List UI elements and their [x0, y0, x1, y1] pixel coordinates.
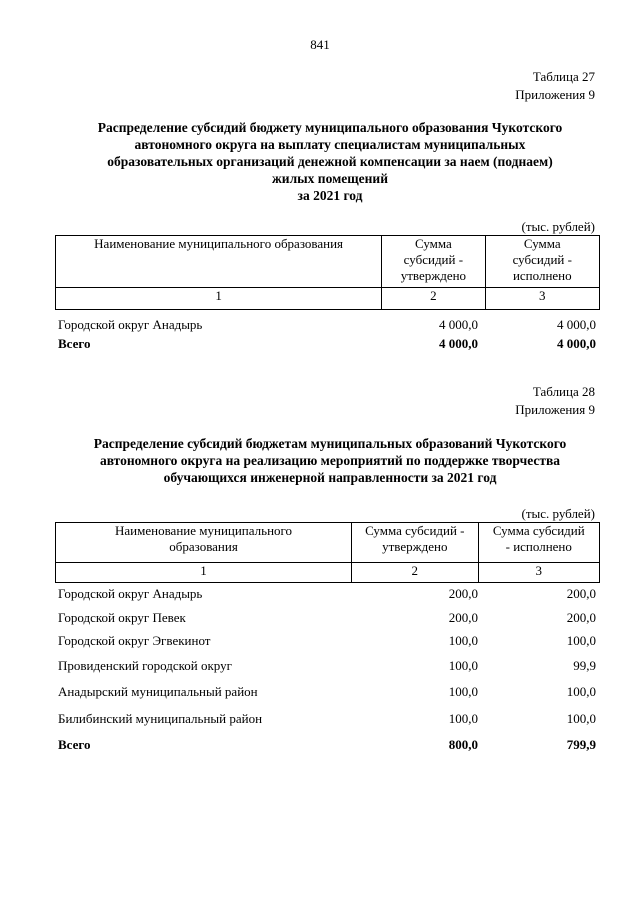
t28-col1-header: Наименование муниципального образования — [56, 523, 352, 563]
t27-title-line: Распределение субсидий бюджету муниципального образования Чукотского — [97, 120, 563, 135]
t27-col-number: 1 — [56, 288, 382, 310]
row-name: Городской округ Анадырь — [58, 317, 203, 332]
t28-appendix-label: Приложения 9 — [515, 402, 595, 417]
t28-data-row — [58, 711, 596, 731]
row-name: Провиденский городской округ — [58, 658, 232, 673]
row-name: Анадырский муниципальный район — [58, 684, 258, 699]
t27-caption — [515, 68, 595, 104]
total-executed: 799,9 — [566, 737, 596, 752]
row-name: Билибинский муниципальный район — [58, 711, 263, 726]
total-executed: 4 000,0 — [557, 336, 596, 351]
row-executed: 100,0 — [566, 684, 596, 699]
row-name: Городской округ Эгвекинот — [58, 633, 211, 648]
t27-col3-header: Сумма субсидий - исполнено — [485, 236, 599, 288]
t27-total-row — [58, 336, 596, 356]
row-approved: 100,0 — [448, 711, 478, 726]
t28-col-number: 2 — [352, 563, 478, 583]
row-name: Городской округ Певек — [58, 610, 186, 625]
t27-units: (тыс. рублей) — [521, 219, 595, 234]
row-approved: 100,0 — [448, 633, 478, 648]
total-name: Всего — [58, 336, 91, 351]
t27-table-label: Таблица 27 — [532, 69, 595, 84]
t28-data-row — [58, 633, 596, 653]
row-executed: 99,9 — [573, 658, 596, 673]
t28-title-line: автономного округа на реализацию мероприятий по поддержке творчества — [99, 453, 561, 468]
row-approved: 4 000,0 — [439, 317, 478, 332]
t28-title — [50, 435, 610, 486]
row-approved: 200,0 — [448, 610, 478, 625]
t28-title-line: обучающихся инженерной направленности за 2021 год — [163, 470, 497, 485]
t28-table-label: Таблица 28 — [532, 384, 595, 399]
t27-title-line: автономного округа на выплату специалистам муниципальных — [134, 137, 526, 152]
t28-data-row — [58, 658, 596, 678]
t28-col2-header: Сумма субсидий - утверждено — [352, 523, 478, 563]
t27-title — [50, 119, 610, 204]
t27-col-number: 2 — [382, 288, 485, 310]
row-approved: 200,0 — [448, 586, 478, 601]
t28-col-number: 1 — [56, 563, 352, 583]
t27-title-line: жилых помещений — [272, 171, 388, 186]
t27-col2-header: Сумма субсидий - утверждено — [382, 236, 485, 288]
t28-col-number: 3 — [478, 563, 599, 583]
t28-total-row — [58, 737, 596, 757]
total-name: Всего — [58, 737, 91, 752]
t27-title-line: за 2021 год — [297, 188, 363, 203]
t27-title-line: образовательных организаций денежной компенсации за наем (поднаем) — [107, 154, 553, 169]
row-executed: 4 000,0 — [557, 317, 596, 332]
t27-appendix-label: Приложения 9 — [515, 87, 595, 102]
row-approved: 100,0 — [448, 684, 478, 699]
t28-data-row — [58, 610, 596, 630]
t27-col1-header: Наименование муниципального образования — [56, 236, 382, 288]
row-name: Городской округ Анадырь — [58, 586, 203, 601]
t27-col-number: 3 — [485, 288, 599, 310]
page-number: 841 — [310, 37, 330, 52]
t28-units: (тыс. рублей) — [521, 506, 595, 521]
row-approved: 100,0 — [448, 658, 478, 673]
t28-title-line: Распределение субсидий бюджетам муниципальных образований Чукотского — [93, 436, 567, 451]
row-executed: 100,0 — [566, 633, 596, 648]
row-executed: 100,0 — [566, 711, 596, 726]
row-executed: 200,0 — [566, 586, 596, 601]
row-executed: 200,0 — [566, 610, 596, 625]
t27-header-table — [55, 235, 600, 310]
t28-col3-header: Сумма субсидий - исполнено — [478, 523, 599, 563]
total-approved: 800,0 — [448, 737, 478, 752]
t28-header-table — [55, 522, 600, 583]
t28-data-row — [58, 586, 596, 606]
t28-caption — [515, 383, 595, 419]
t28-data-row — [58, 684, 596, 704]
t27-data-row — [58, 317, 596, 337]
total-approved: 4 000,0 — [439, 336, 478, 351]
